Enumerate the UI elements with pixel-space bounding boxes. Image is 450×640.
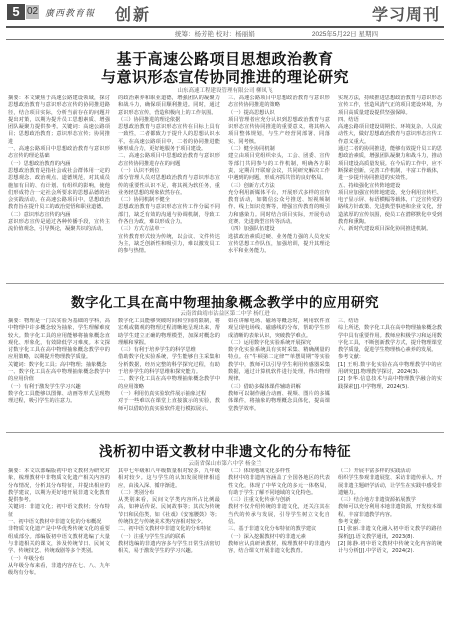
masthead-underline [6, 39, 444, 40]
article2-column-1: 摘要：物理是一门以实验为基础的学科，高中物理中许多概念较为抽象，学生理解难度较大。数字化工具的应用能够将抽象概念直观化、形象化，有效降低学习难度。本文探讨数字化工具在高中物理抽象概念教学中的应用策略，以期提升物理教学质量。 关键词：数字化工具；高中物理；抽象概念 一、数字化工具在高中物理抽象概念教学中的应用价值 （一）有利于激发学生学习兴趣 数字化工具能够以图像、动画等形式呈现物理过程，吸引学生的注意力。 [8, 318, 110, 405]
article3-title: 浅析初中语文教材中非遗文化的分布特征 [99, 444, 351, 460]
article1-column-2: 的政治素养和职业道德，增强团队的凝聚力和战斗力，确保项目顺利推进。同时，通过意识形态宣传，营造积极向上的工作氛围。 （三）协同推进的理论依据 思想政治教育与意识形态宣传在目标上具有一致性，二者都致力于提升人的思想认识水平。在高速公路项目中，二者的协同推进能够形成合力，更好地服务于项目建设。 二、高速公路项目中思想政治教育与意识形态宣传协同推进存在的问题 （一）认识不到位 部分管理人员对思想政治教育与意识形态宣传的重要性认识不足，将其视为软任务，重业务轻思想的现象依然存在。 （二）协同机制不健全 思想政治教育与意识形态宣传工作分属不同部门，缺乏有效的沟通与协调机制，导致工作各自为政，难以形成合力。 （三）方式方法单一 宣传教育形式较为传统，以会议、文件传达为主，缺乏创新性和吸引力，难以激发员工的参与热情。 [118, 95, 220, 255]
article1-separator [6, 283, 444, 284]
article3-column-2: 其中七年级和八年级数量相对较多，九年级相对较少。这与学生的认知发展规律相适应，由浅入深、循序渐进。 （二）类别分布 从类别来看，民间文学类内容所占比例最高，如神话传说、民间故事等；其次为传统节日和民俗类，如《社戏》《安塞腰鼓》等；传统技艺与传统美术类内容相对较少。 二、初中语文教材中非遗文化的分布特征 （一）注重与学生生活的联系 教材选编的非遗内容多与学生日常生活密切相关，易于激发学生的学习兴趣。 [118, 468, 220, 555]
article2-column-2: 数字化工具能够突破时间和空间的限制，将宏观或微观的物理过程清晰地呈现出来，帮助学生建立正确的物理模型，加深对概念的理解和掌握。 （三）有利于培养学生的科学思维 借助数字化实验系统，学生能够自主采集和分析数据，经历完整的科学探究过程，有助于培养学生的科学思维和探究能力。 二、数字化工具在高中物理抽象概念教学中的应用策略 （一）利用仿真实验软件展示抽象过程 对于一些难以在课堂上直接演示的实验，教师可以借助仿真实验软件进行模拟展示。 [118, 318, 220, 412]
article2-column-4: 三、结语 综上所述，数字化工具在高中物理抽象概念教学中具有重要作用。教师应积极学习和运用数字化工具，不断创新教学方式，提升物理课堂教学质量，促进学生物理核心素养的发展。 参考文献： [1] 王明.数字化实验在高中物理教学中的应用研究[J].物理教学探讨，2024(3). [2] 李华.信息技术与高中物理教学融合的实践探索[J].中学物理，2024(5). [338, 318, 442, 390]
page-number: 5 [7, 4, 25, 20]
article2-column-3: 如在讲解电场、磁场等概念时，利用软件直观呈现电场线、磁感线的分布，帮助学生形成清晰的表象认识，突破教学难点。 （二）运用数字化实验系统开展探究 数字化实验系统具有实时采集、精确测量的特点。在“牛顿第二定律”“单摆周期”等实验教学中，教师可以引导学生利用传感器采集数据，通过计算机软件进行处理，得出物理规律。 （三）借助多媒体课件辅助讲解 教师可以制作融合动画、视频、图片的多媒体课件，将抽象的物理概念具体化，提高课堂教学效率。 [228, 318, 330, 412]
weekly-title: 学习周刊 [371, 5, 440, 24]
masthead-rule [6, 26, 444, 28]
article1-title-line1: 基于高速公路项目思想政治教育 [116, 50, 334, 68]
article3-column-4: （二）开展丰富多样的实践活动 组织学生参观非遗展览、采访非遗传承人、开展非遗主题研学活动，让学生在实践中感受非遗魅力。 （三）结合地方非遗资源拓展教学 教师可以充分利用本地非遗资源，开发校本课程，丰富非遗教学内容。 参考文献： [1] 张丽.非遗文化融入初中语文教学的路径探析[J].语文教学通讯，2023(8). [2] 陈静.初中语文教材中传统文化内容的统计与分析[J].中学语文，2024(2). [338, 468, 442, 555]
editors-line: 统筹：杨芳艳 校对：杨丽娟 [175, 31, 255, 38]
article1-byline: 山东高速工程建设管理有限公司 柳凤飞 [177, 88, 273, 94]
article1-title-line2: 与意识形态宣传协同推进的理论研究 [100, 68, 349, 86]
article3-column-1: 摘要：本文以部编版初中语文教材为研究对象，梳理教材中非物质文化遗产相关内容的分布情况，分析其分布特征，并提出相应的教学建议，以期为更好地开展非遗文化教育提供参考。 关键词：非遗文化；初中语文教材；分布特征 一、初中语文教材中非遗文化的分布概况 非物质文化遗产是中华优秀传统文化的重要组成部分。部编版初中语文教材选编了大量与非遗相关的课文，涉及传统节日、民间文学、传统技艺、传统戏剧等多个类别。 （一）年级分布 从年级分布来看，非遗内容在七、八、九年级均有分布。 [8, 468, 110, 577]
article2-title: 数字化工具在高中物理抽象概念教学中的应用研究 [71, 295, 379, 311]
article2-separator [6, 432, 444, 433]
article3-byline: 云南省保山市第六中学 杨金兰 [188, 461, 262, 467]
article3-column-3: （二）体现地域文化多样性 教材中的非遗内容涵盖了全国各地区的代表性文化，体现了中华文化的多元一体格局，有助于学生了解不同地域的文化特色。 （三）注重文化传承与创新 教材不仅介绍传统的非遗文化，还关注其在当代的传承与发展，引导学生树立文化自信。 三、基于非遗文化分布特征的教学建议 （一）深入挖掘教材中的非遗元素 教师应认真研读教材，梳理教材中的非遗内容，结合课文开展非遗文化教育。 [228, 468, 330, 555]
article1-column-3: 三、高速公路项目中思想政治教育与意识形态宣传协同推进的策略 （一）提高思想认识 项目管理者应充分认识到思想政治教育与意识形态宣传协同推进的重要意义，将其纳入项目整体规划，与生产经营同部署、同落实、同考核。 （二）健全协同机制 建立由项目党组织牵头，工会、团委、宣传等部门共同参与的工作机制，明确各方职责，定期召开联席会议，共同研究解决工作中遇到的问题，形成齐抓共管的良好格局。 （三）创新方式方法 充分利用新媒体平台，开展形式多样的宣传教育活动，如微信公众号推送、短视频制作、线上知识竞赛等，增强宣传教育的吸引力和感染力。同时结合项目实际，开展劳动竞赛、先进典型宣传等活动。 （四）加强队伍建设 选拔政治素质过硬、业务能力强的人员充实宣传思想工作队伍，加强培训，提升其理论水平和业务能力。 [228, 95, 330, 255]
newspaper-name: 廣西教育報 [45, 9, 96, 19]
article1-column-4: 实现方法，持续推进思想政治教育与意识形态宣传工作，营造风清气正的项目建设环境，为项目高质量建设提供坚强保障。 四、结语 高速公路项目建设周期长、环境复杂，人员流动性大，做好思想政治教育与意识形态宣传工作意义重大。 通过二者的协同推进，能够有效提升员工的思想政治素质，增强团队凝聚力和战斗力，推动项目建设高质量发展。在今后的工作中，应不断探索创新，完善工作机制，丰富工作载体，进一步提升协同推进的实效性。 五、持续强化宣传阵地建设 项目应加强宣传阵地建设，充分利用宣传栏、电子显示屏、标语横幅等载体，广泛宣传党的路线方针政策、先进典型事迹和企业文化，营造浓厚的宣传氛围，使员工在潜移默化中受到教育和熏陶。 六、新时代建设项目深化协同推进机制。 [338, 95, 442, 233]
page-mark: 02 [26, 6, 39, 17]
article1-column-1: 摘要：本文聚焦于高速公路建设领域，探讨思想政治教育与意识形态宣传的协同推进路径，结合项目实际，分析当前存在的问题并提出对策，以期为提升员工思想素质、增强团队凝聚力提供参考。关键词：高速公路项目；思想政治教育；意识形态宣传；协同推进 一、高速公路项目中思想政治教育与意识形态宣传的理论基础 （一）思想政治教育的内涵 思想政治教育是指社会或社会群体用一定的思想观念、政治观点、道德规范，对其成员施加有目的、有计划、有组织的影响，使他们形成符合一定社会所要求的思想品德的社会实践活动。在高速公路项目中，思想政治教育旨在提升员工的政治觉悟和职业道德。 （二）意识形态宣传的内涵 意识形态宣传是通过各种传播手段，宣传主流价值观念，引导舆论，凝聚共识的活动。 [8, 95, 110, 233]
section-title: 创新 [115, 5, 152, 24]
article2-byline: 云南省曲靖市沾益区第二中学 杨红进 [180, 311, 270, 317]
issue-date: 2025年5月22日 星期四 [311, 31, 378, 38]
